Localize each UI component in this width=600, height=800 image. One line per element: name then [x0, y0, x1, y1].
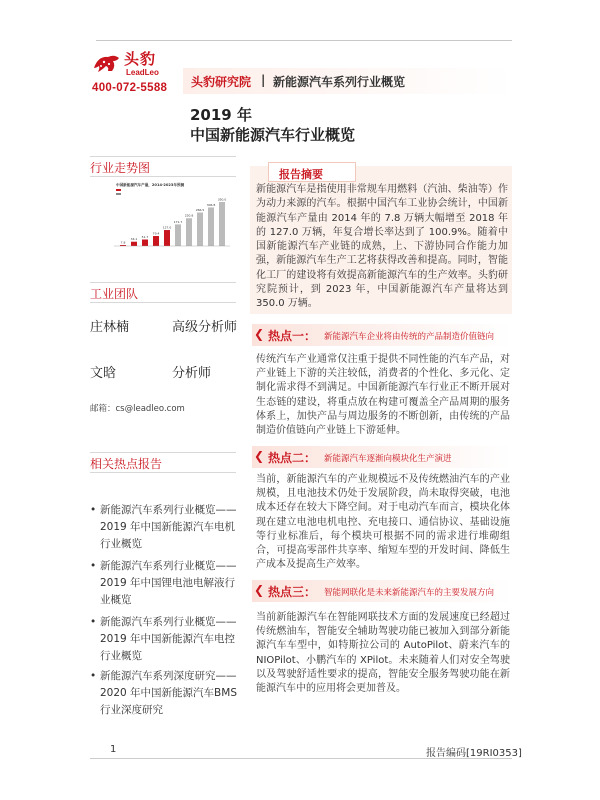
title-year: 2019 年 [190, 106, 252, 124]
highlight-3-subtitle: 智能网联化是未来新能源汽车的主要发展方向 [324, 588, 495, 598]
thumb-bar [197, 212, 203, 246]
highlight-1-number: 热点一： [268, 329, 317, 343]
thumb-bar [219, 202, 225, 246]
analyst-role-2: 分析师 [172, 366, 212, 381]
trend-label: 行业走势图 [90, 161, 151, 175]
thumb-bar-label: 34.1 [130, 237, 138, 242]
related-report-title: 新能源汽车系列行业概览——2019 年中国新能源汽车电控行业概览 [100, 616, 237, 662]
related-rule [90, 472, 236, 473]
report-code: 报告编码[19RI0353] [426, 748, 522, 759]
related-report-1[interactable] [90, 502, 238, 553]
highlight-1-subtitle: 新能源汽车企业将由传统的产品制造价值链向 [324, 332, 495, 342]
phone-number: 400-072-5588 [92, 82, 168, 94]
related-report-2[interactable] [90, 558, 238, 609]
summary-tab [268, 162, 356, 182]
chevron-left-icon: ❮ [254, 583, 265, 597]
related-report-3[interactable] [90, 614, 238, 665]
summary-text: 新能源汽车是指使用非常规车用燃料（汽油、柴油等）作为动力来源的汽车。根据中国汽车工业协会统计，中国新能源汽车产量由 2014 年的 7.8 万辆大幅增至 2018 年的 127.0 万辆，年复合增长率达到了 100.9%。随着中国新能源汽车产业链的成熟，上、下游协同合作能力加强，新能源汽车生产工艺将获得改善和提高。同时，智能化工厂的建设将有效提高新能源汽车的生产效率。头豹研究院预计，到 2023 年，中国新能源汽车产量将达到 350.0 万辆。 [256, 184, 508, 310]
analyst-name-1: 庄林楠 [90, 320, 130, 335]
logo [92, 46, 172, 82]
related-report-title: 新能源汽车系列行业概览——2019 年中国新能源汽车电机行业概览 [100, 504, 237, 550]
team-rule [90, 302, 236, 303]
brand-name-en: LeadLeo [126, 68, 159, 77]
thumb-bar [142, 240, 148, 246]
related-report-title: 新能源汽车系列行业概览——2019 年中国锂电池电解液行业概览 [100, 560, 237, 606]
thumb-bar-label: 127.0 [162, 225, 172, 230]
top-rule [96, 40, 512, 41]
thumb-title: 中国新能源汽车产量，2014-2023年预测 [116, 183, 185, 187]
thumb-bar-label: 350.0 [217, 197, 227, 202]
header-band [183, 68, 512, 94]
thumb-bar-label: 266.5 [195, 207, 205, 212]
highlight-2-number: 热点二： [268, 451, 317, 465]
thumb-bar [186, 218, 192, 246]
thumb-bar-label: 7.8 [120, 240, 126, 245]
related-report-title: 新能源汽车系列深度研究——2020 年中国新能源汽车BMS 行业深度研究 [100, 670, 237, 716]
thumb-bar-label: 220.8 [184, 213, 194, 218]
thumb-bar-label: 171.7 [173, 219, 183, 224]
highlight-2-text: 当前，新能源汽车的产业规模远不及传统燃油汽车的产业规模，且电池技术仍处于发展阶段，尚未取得突破，电池成本还存在较大下降空间。对于电动汽车而言，模块化体现在建立电池电机电控、充电接口、通信协议、基础设施等行业标准后，每个模块可根据不同的需求进行堆砌组合，可提高零部件共享率、缩短车型的开发时间、降低生产成本及提高生产效率。 [256, 474, 510, 571]
thumb-bar-label: 79.4 [152, 231, 160, 236]
brand-name-cn: 头豹 [124, 50, 157, 68]
trend-thumbnail-chart [112, 180, 232, 262]
related-report-4[interactable] [90, 668, 238, 719]
header-separator: | [261, 73, 266, 87]
team-label: 工业团队 [90, 287, 139, 301]
highlight-3-bar [250, 580, 512, 602]
bullet-icon: • [90, 616, 97, 628]
related-label: 相关热点报告 [90, 457, 163, 471]
team-rule-top [90, 282, 236, 283]
trend-rule [90, 176, 236, 177]
chevron-left-icon: ❮ [254, 449, 265, 463]
bullet-icon: • [90, 560, 97, 572]
header-series: 新能源汽车系列行业概览 [273, 75, 406, 89]
bullet-icon: • [90, 670, 97, 682]
bullet-icon: • [90, 504, 97, 516]
analyst-role-1: 高级分析师 [172, 320, 238, 335]
summary-tab-label: 报告摘要 [279, 168, 323, 181]
highlight-1-bar [250, 324, 512, 346]
chevron-left-icon: ❮ [254, 327, 265, 341]
leopard-logo-icon [92, 48, 122, 78]
header-org: 头豹研究院 [191, 75, 252, 89]
trend-rule-top [90, 156, 236, 157]
related-rule-top [90, 452, 236, 453]
page-number: 1 [110, 744, 117, 755]
thumb-bar-label: 51.7 [141, 235, 149, 240]
thumb-bar [208, 207, 214, 246]
highlight-3-number: 热点三： [268, 585, 317, 599]
analyst-name-2: 文晗 [90, 366, 117, 381]
contact-email: 邮箱：cs@leadleo.com [90, 404, 185, 414]
page-title: 中国新能源汽车行业概览 [190, 126, 356, 144]
highlight-3-text: 当前新能源汽车在智能网联技术方面的发展速度已经超过传统燃油车，智能安全辅助驾驶功能已被加入到部分新能源汽车车型中，如特斯拉公司的 AutoPilot、蔚来汽车的 NIOPilot、小鹏汽车的 XPilot。未来随着人们对安全驾驶以及驾驶舒适性要求的提高，智能安全服务驾驶功能在新能源汽车中的应用将会更加普及。 [256, 612, 510, 695]
thumb-bar [164, 230, 170, 246]
thumb-bar [175, 224, 181, 246]
highlight-1-text: 传统汽车产业通常仅注重于提供不同性能的汽车产品，对产业链上下游的关注较低，消费者的个性化、多元化、定制化需求得不到满足。中国新能源汽车行业正不断开展对生态链的建设，将重点放在构建可覆盖全产品周期的服务体系上，加快产品与周边服务的不断创新，由传统的产品制造价值链向产业链上下游延伸。 [256, 354, 510, 437]
highlight-2-subtitle: 新能源汽车逐渐向模块化生产演进 [324, 454, 452, 464]
thumb-bar [153, 236, 159, 246]
highlight-2-bar [250, 446, 512, 468]
thumb-bar [131, 242, 137, 246]
thumb-bar-label: 306.8 [206, 202, 216, 207]
